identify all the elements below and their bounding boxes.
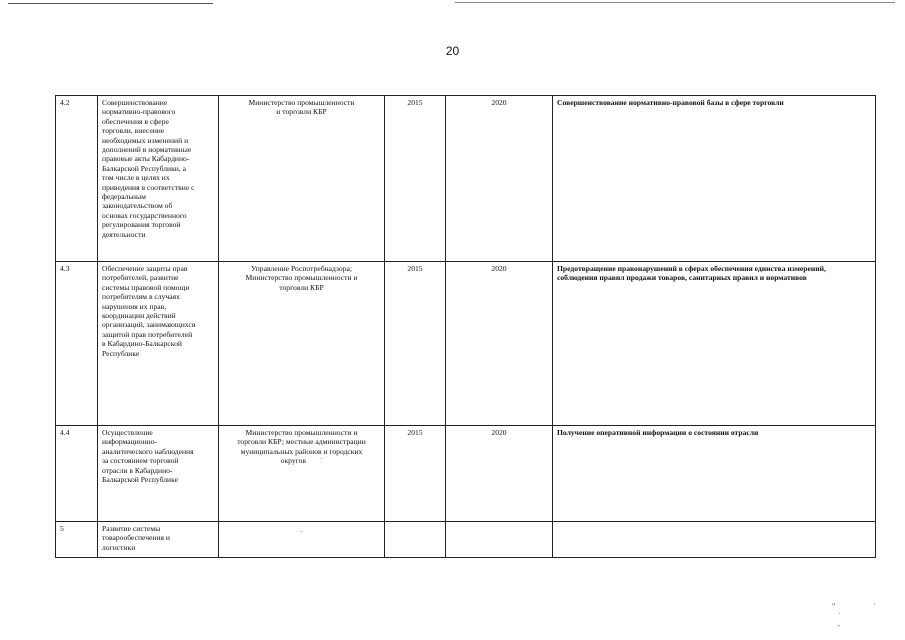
executor-cell <box>219 426 385 522</box>
scan-artifact-line <box>8 3 213 4</box>
start-year: 2015 <box>385 426 446 522</box>
measure-name: Совершенствование нормативно-правового обеспечения в сфере торговли, внесение необходимых изменений и дополнений в нормативные правовые акты Кабардино- Балкарской Республики, а том числе в целях их приведения в соответствие с федеральным законодательством об основах государственного регулирования торговой деятельности <box>98 96 219 262</box>
expected-result: Получение оперативной информации о состоянии отрасли <box>553 426 876 522</box>
table-row <box>56 522 876 558</box>
end-year <box>446 522 553 558</box>
executor: Министерство промышленности и торговли КБР; местные администрации муниципальных районов и городских округов <box>237 428 366 466</box>
table-row <box>56 426 876 522</box>
scan-marks: ˈ , <box>838 612 863 628</box>
end-year: 2020 <box>446 426 553 522</box>
measure-name: Обеспечение защиты прав потребителей, развитие системы правовой помощи потребителям в случаях нарушения их прав, координации действий организаций, занимающихся защитой прав потребителей в Кабардино-Балкарской Республике <box>98 262 219 426</box>
measure-name: Развитие системы товарообеспечения и логистики <box>98 522 219 558</box>
expected-result <box>553 522 876 558</box>
scan-artifact-line <box>455 2 895 3</box>
executor-cell <box>219 522 385 558</box>
executor: Управление Роспотребнадзора; Министерство промышленности и торговли КБР <box>219 262 385 426</box>
scan-marks: " ˈ <box>832 602 894 611</box>
row-number: 4.4 <box>56 426 98 522</box>
end-year: 2020 <box>446 96 553 262</box>
start-year: 2015 <box>385 96 446 262</box>
expected-result: Совершенствование нормативно-правовой базы в сфере торговли <box>553 96 876 262</box>
measure-name: Осуществление информационно- аналитического наблюдения за состоянием торговой отрасли в Кабардино- Балкарской Республике <box>98 426 219 522</box>
start-year <box>385 522 446 558</box>
start-year: 2015 <box>385 262 446 426</box>
page-number: 20 <box>445 44 460 58</box>
table-row <box>56 262 876 426</box>
executor: Министерство промышленности и торговли КБР <box>219 96 385 262</box>
row-number: 5 <box>56 522 98 558</box>
end-year: 2020 <box>446 262 553 426</box>
measures-table <box>55 95 876 558</box>
scan-mark: ˈ <box>319 457 323 466</box>
row-number: 4.3 <box>56 262 98 426</box>
expected-result: Предотвращение правонарушений в сферах обеспечения единства измерений, соблюдения правил продажи товаров, санитарных правил и нормативов <box>553 262 876 426</box>
table-row <box>56 96 876 262</box>
row-number: 4.2 <box>56 96 98 262</box>
scan-mark: ˈ <box>300 530 303 538</box>
